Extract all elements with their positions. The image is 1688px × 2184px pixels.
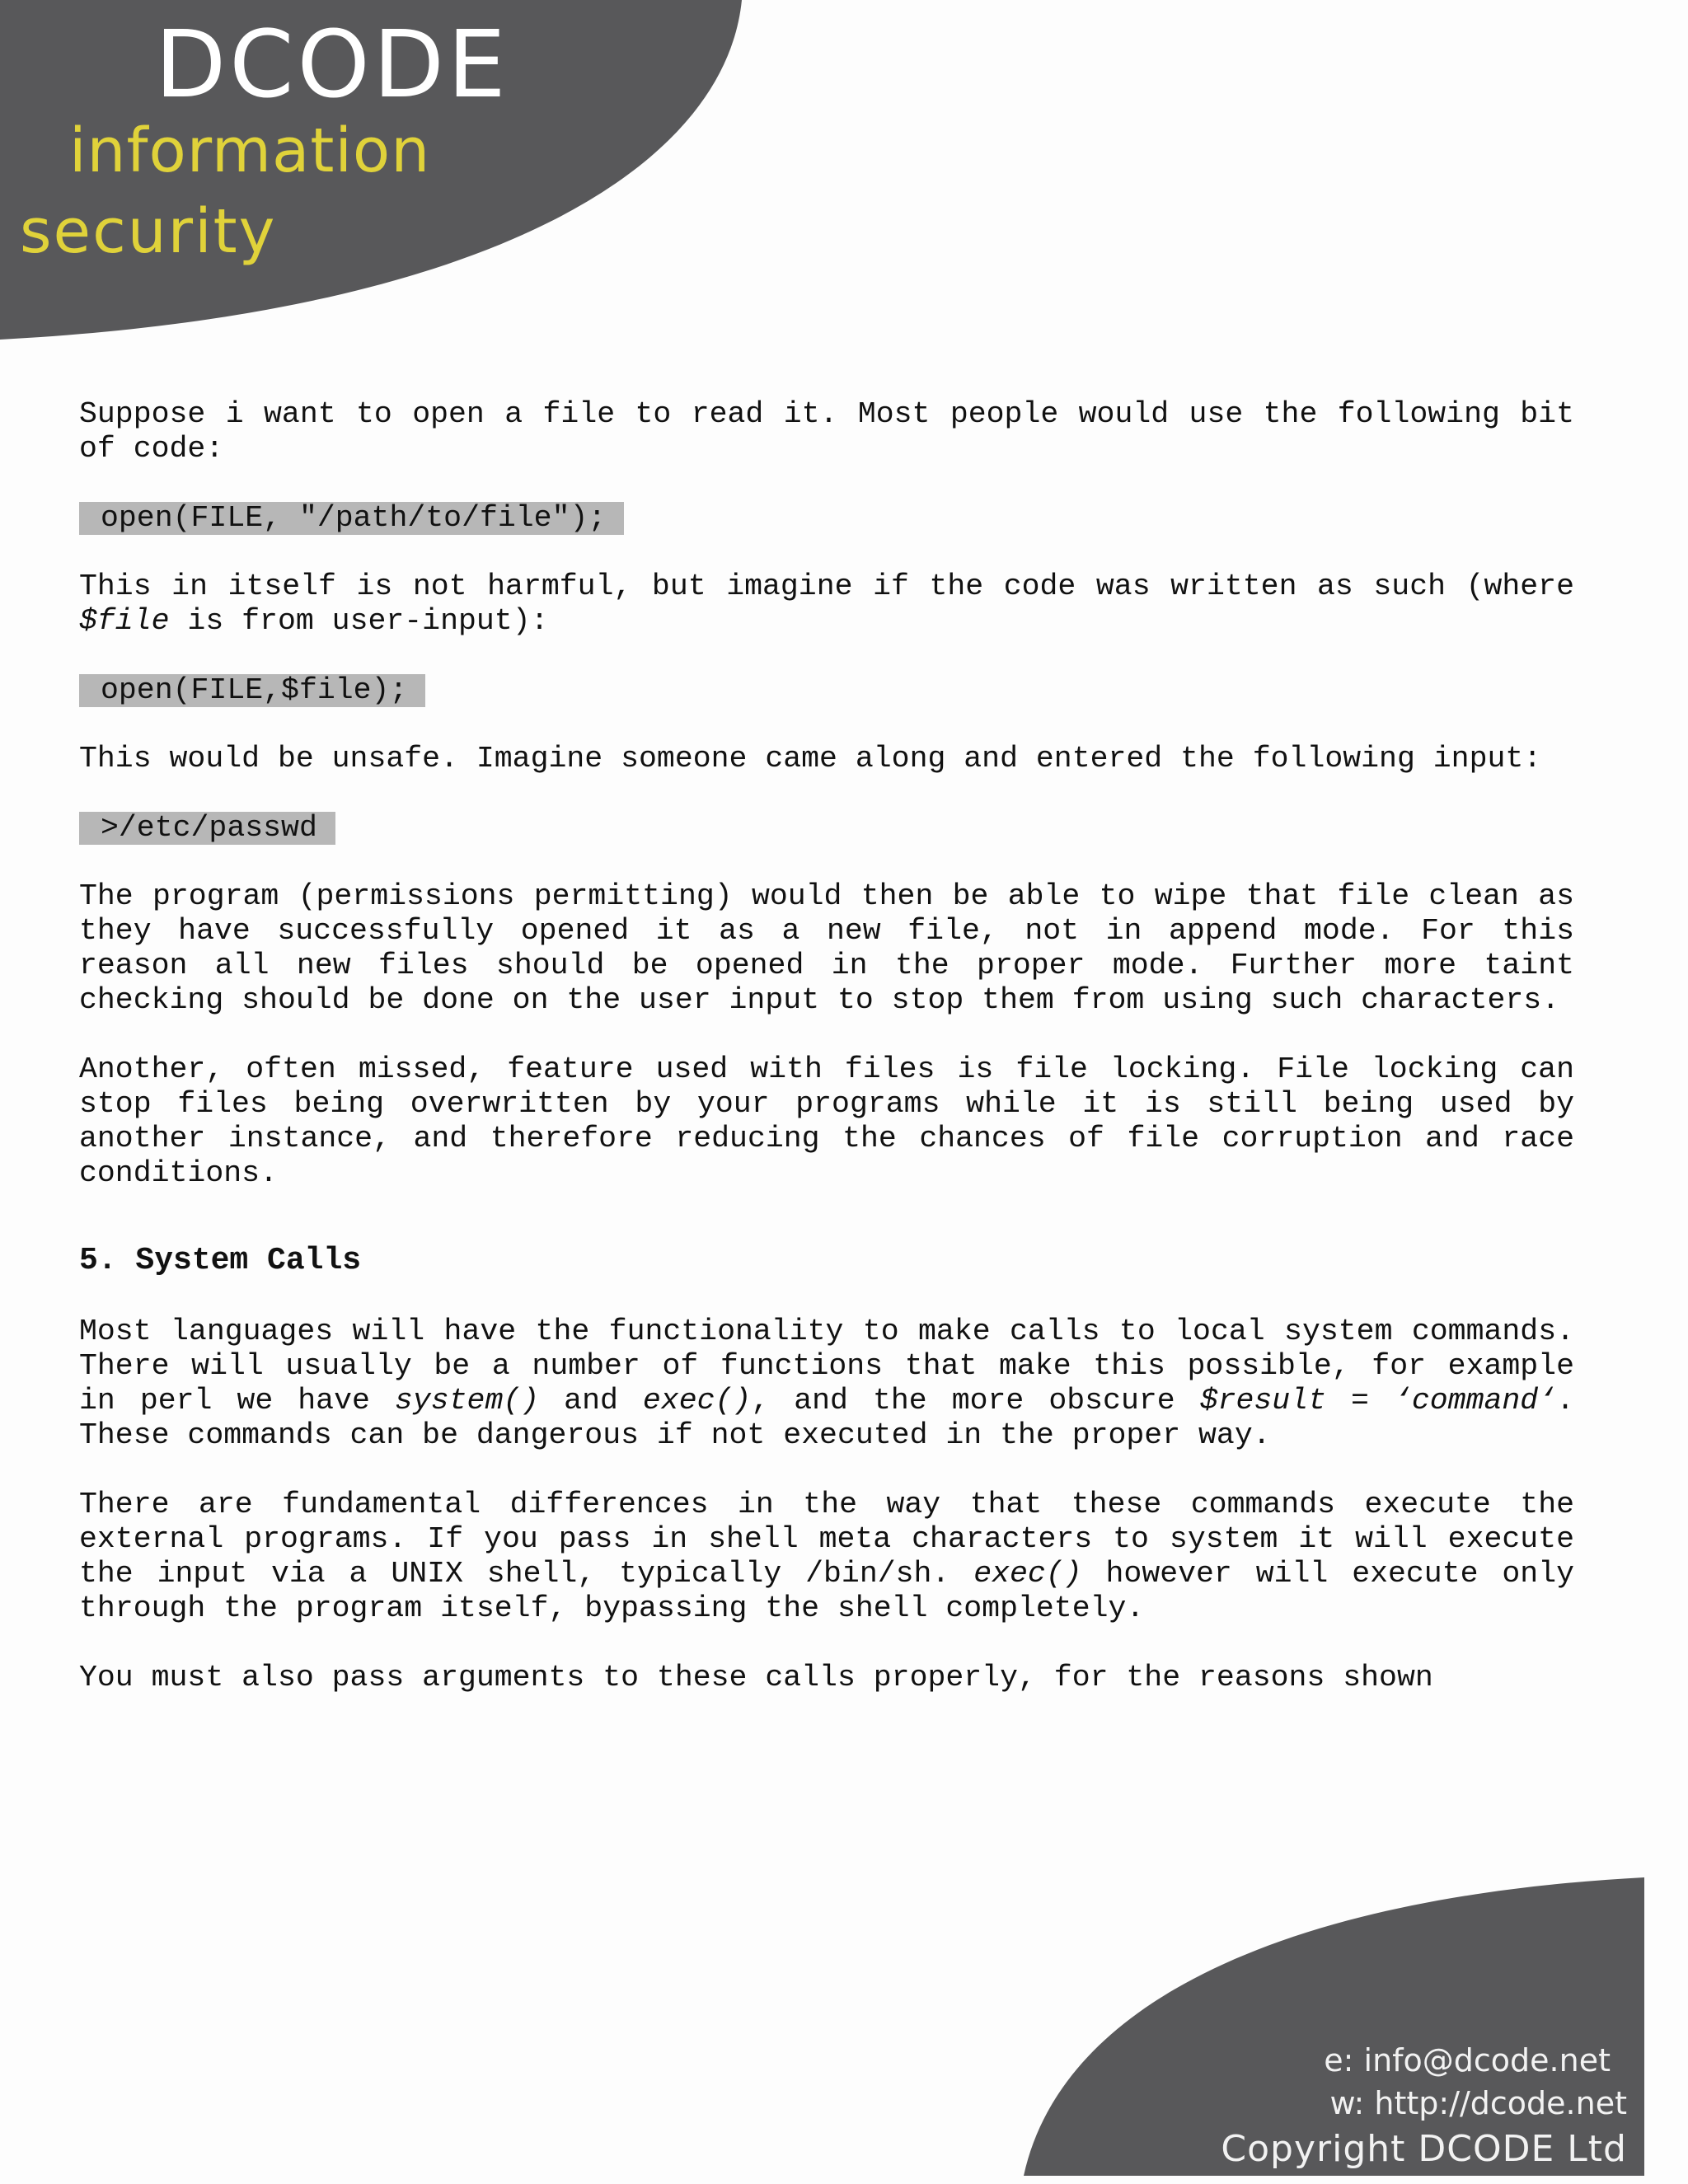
function-exec: exec() [973, 1557, 1082, 1591]
paragraph-text: Most languages will have the functionality to make calls to local system commands. There will usually be a number of functions that make this possible, for example in perl we have [79, 1315, 1574, 1418]
logo-title: DCODE [155, 12, 509, 119]
paragraph-arguments: You must also pass arguments to these calls properly, for the reasons shown [79, 1661, 1433, 1694]
paragraph-unsafe: This would be unsafe. Imagine someone came along and entered the following input: [79, 742, 1542, 776]
section-heading-system-calls: 5. System Calls [79, 1243, 362, 1278]
paragraph-text: is from user-input): [169, 604, 549, 638]
code-snippet-open-path: open(FILE, "/path/to/file"); [79, 502, 624, 535]
function-exec: exec() [642, 1384, 752, 1418]
paragraph-text: , and the more obscure [751, 1384, 1200, 1418]
footer-copyright: Copyright DCODE Ltd [1221, 2128, 1627, 2170]
logo-subtitle-security: security [20, 196, 277, 267]
footer-email: e: info@dcode.net [1324, 2042, 1611, 2079]
paragraph-file-locking: Another, often missed, feature used with files is file locking. File locking can stop files being overwritten by your programs while it is still being used by another instance, and therefore reducing the chances of file corruption and race conditions. [79, 1052, 1574, 1190]
backtick-command: $result = ‘command‘ [1199, 1384, 1557, 1418]
logo-subtitle-information: information [69, 115, 431, 186]
code-snippet-passwd: >/etc/passwd [79, 812, 335, 845]
footer-website: w: http://dcode.net [1329, 2085, 1627, 2121]
paragraph-text: however will execute only through the program itself, bypassing the shell completely. [79, 1557, 1575, 1625]
code-snippet-open-variable: open(FILE,$file); [79, 674, 425, 707]
paragraph-text: There are fundamental differences in the way that these commands execute the external programs. If you pass in shell meta characters to system it will execute the input via a UNIX shell, typically /bin/sh. [79, 1488, 1574, 1591]
paragraph-permissions: The program (permissions permitting) would then be able to wipe that file clean as they have successfully opened it as a new file, not in append mode. For this reason all new files should be opened in the proper mode. Further more taint checking should be done on the user input to stop them from using such characters. [79, 879, 1574, 1017]
paragraph-text: This in itself is not harmful, but imagine if the code was written as such (where [79, 569, 1574, 603]
paragraph-intro: Suppose i want to open a file to read it. Most people would use the following bit of code: [79, 397, 1574, 466]
paragraph-text: . These commands can be dangerous if not executed in the proper way. [79, 1384, 1574, 1452]
function-system: system() [394, 1384, 540, 1418]
variable-file: $file [79, 604, 170, 638]
paragraph-text: and [539, 1384, 643, 1418]
